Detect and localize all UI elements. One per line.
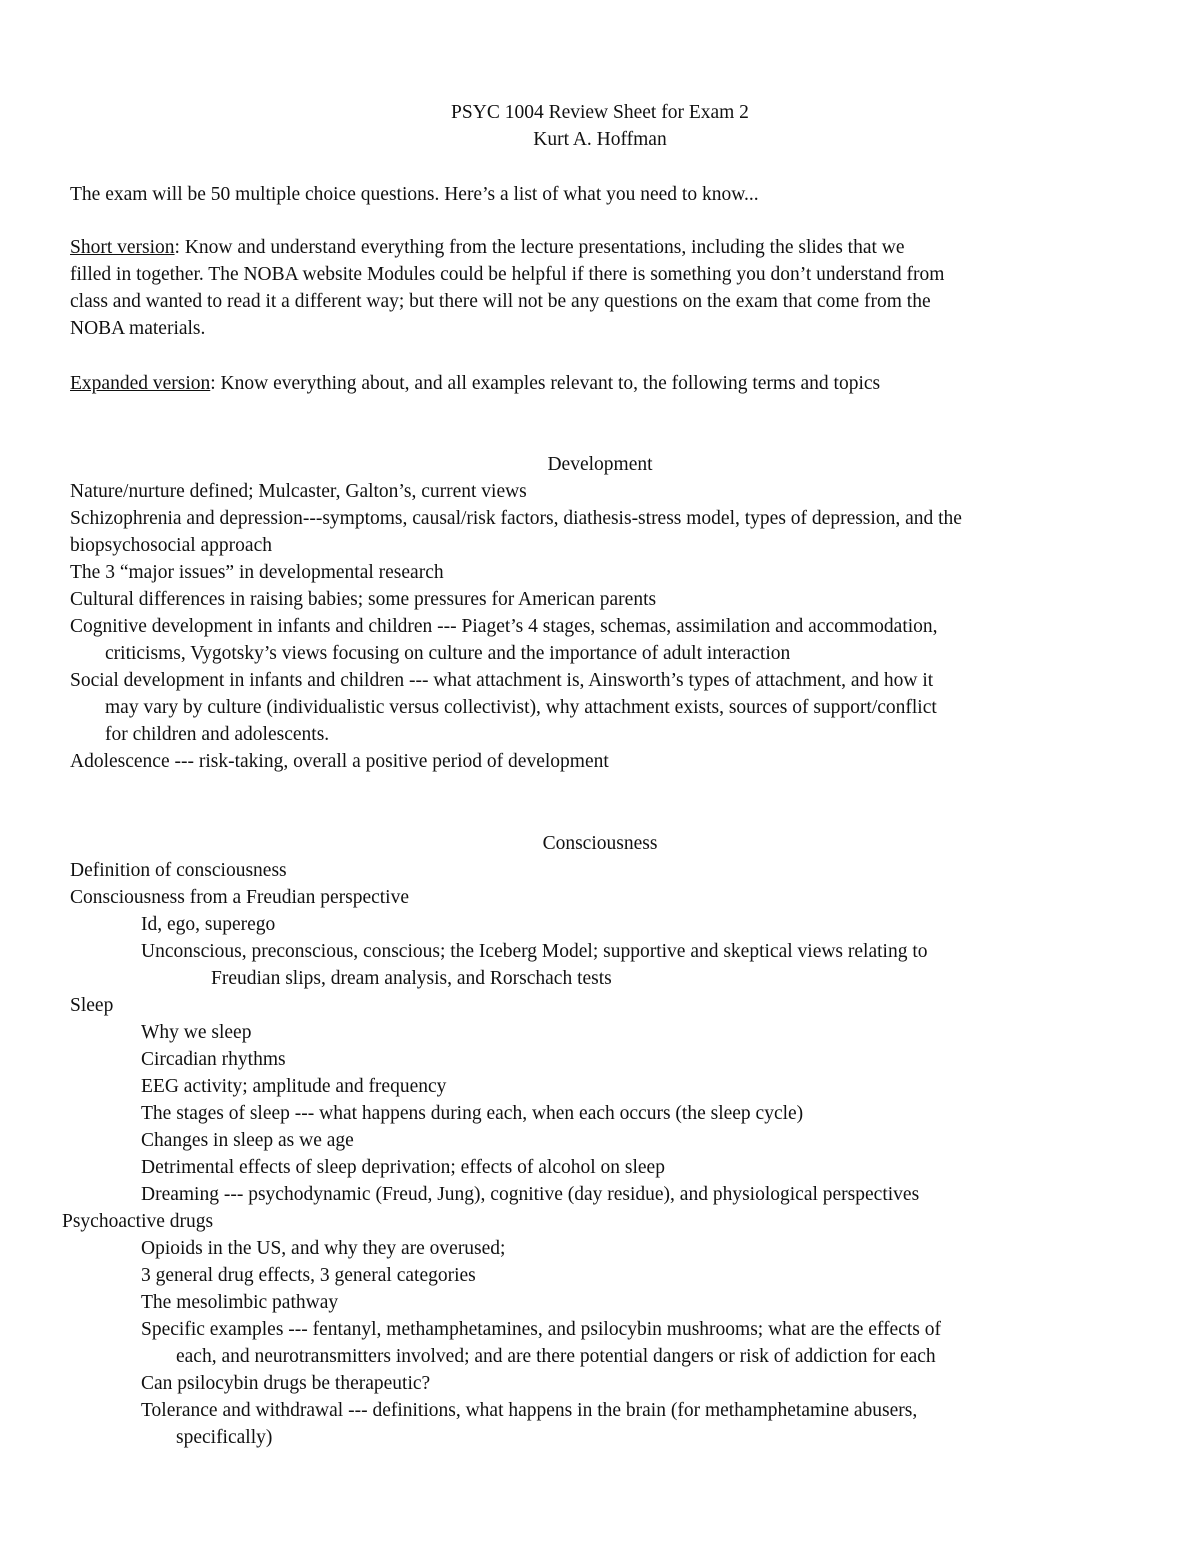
development-item: Cultural differences in raising babies; some pressures for American parents <box>70 589 657 610</box>
consciousness-subitem: 3 general drug effects, 3 general categories <box>141 1265 476 1286</box>
consciousness-item: Psychoactive drugs <box>62 1211 214 1232</box>
consciousness-subitem: The mesolimbic pathway <box>141 1292 339 1313</box>
short-version-line-1 <box>70 234 905 261</box>
short-version-line-4: NOBA materials. <box>70 318 206 339</box>
consciousness-subitem: Id, ego, superego <box>141 914 276 935</box>
expanded-version-text: : Know everything about, and all examples relevant to, the following terms and topics <box>210 373 881 394</box>
consciousness-subitem: Can psilocybin drugs be therapeutic? <box>141 1373 431 1394</box>
development-item: Cognitive development in infants and children --- Piaget’s 4 stages, schemas, assimilation and accommodation, <box>70 616 938 637</box>
consciousness-subitem-continued: specifically) <box>176 1427 273 1448</box>
consciousness-item: Sleep <box>70 995 114 1016</box>
development-item-continued: biopsychosocial approach <box>70 535 272 556</box>
development-item-continued: for children and adolescents. <box>105 724 330 745</box>
consciousness-subitem: Detrimental effects of sleep deprivation; effects of alcohol on sleep <box>141 1157 665 1178</box>
document-title: PSYC 1004 Review Sheet for Exam 2 <box>451 102 749 123</box>
development-item: The 3 “major issues” in developmental research <box>70 562 444 583</box>
development-item: Adolescence --- risk-taking, overall a positive period of development <box>70 751 609 772</box>
development-heading: Development <box>547 454 653 475</box>
consciousness-subitem: Dreaming --- psychodynamic (Freud, Jung), cognitive (day residue), and physiological perspectives <box>141 1184 920 1205</box>
short-version-line-3: class and wanted to read it a different way; but there will not be any questions on the exam that come from the <box>70 291 931 312</box>
development-item-continued: may vary by culture (individualistic versus collectivist), why attachment exists, sources of support/conflict <box>105 697 937 718</box>
consciousness-subitem-continued: each, and neurotransmitters involved; and are there potential dangers or risk of addiction for each <box>176 1346 936 1367</box>
expanded-version-line <box>70 370 880 397</box>
consciousness-subitem: Circadian rhythms <box>141 1049 286 1070</box>
development-item: Schizophrenia and depression---symptoms, causal/risk factors, diathesis-stress model, types of depression, and the <box>70 508 962 529</box>
consciousness-subitem: Changes in sleep as we age <box>141 1130 354 1151</box>
consciousness-subitem: The stages of sleep --- what happens during each, when each occurs (the sleep cycle) <box>141 1103 804 1124</box>
consciousness-subitem: EEG activity; amplitude and frequency <box>141 1076 447 1097</box>
expanded-version-label: Expanded version <box>70 373 211 394</box>
document-author: Kurt A. Hoffman <box>533 129 667 150</box>
consciousness-item: Consciousness from a Freudian perspective <box>70 887 410 908</box>
intro-text: The exam will be 50 multiple choice questions. Here’s a list of what you need to know... <box>70 184 759 205</box>
consciousness-subitem: Why we sleep <box>141 1022 252 1043</box>
development-item-continued: criticisms, Vygotsky’s views focusing on culture and the importance of adult interaction <box>105 643 791 664</box>
consciousness-subitem: Opioids in the US, and why they are overused; <box>141 1238 506 1259</box>
consciousness-subitem: Tolerance and withdrawal --- definitions, what happens in the brain (for methamphetamine abusers, <box>141 1400 918 1421</box>
consciousness-heading: Consciousness <box>542 833 658 854</box>
consciousness-item: Definition of consciousness <box>70 860 287 881</box>
development-item: Nature/nurture defined; Mulcaster, Galton’s, current views <box>70 481 527 502</box>
short-version-line-2: filled in together. The NOBA website Modules could be helpful if there is something you don’t understand from <box>70 264 945 285</box>
consciousness-subitem-continued: Freudian slips, dream analysis, and Rorschach tests <box>211 968 612 989</box>
development-item: Social development in infants and children --- what attachment is, Ainsworth’s types of attachment, and how it <box>70 670 934 691</box>
short-version-label: Short version <box>70 237 175 258</box>
short-version-text: : Know and understand everything from the lecture presentations, including the slides that we <box>174 237 905 258</box>
consciousness-subitem: Unconscious, preconscious, conscious; the Iceberg Model; supportive and skeptical views relating to <box>141 941 928 962</box>
consciousness-subitem: Specific examples --- fentanyl, methamphetamines, and psilocybin mushrooms; what are the effects of <box>141 1319 941 1340</box>
